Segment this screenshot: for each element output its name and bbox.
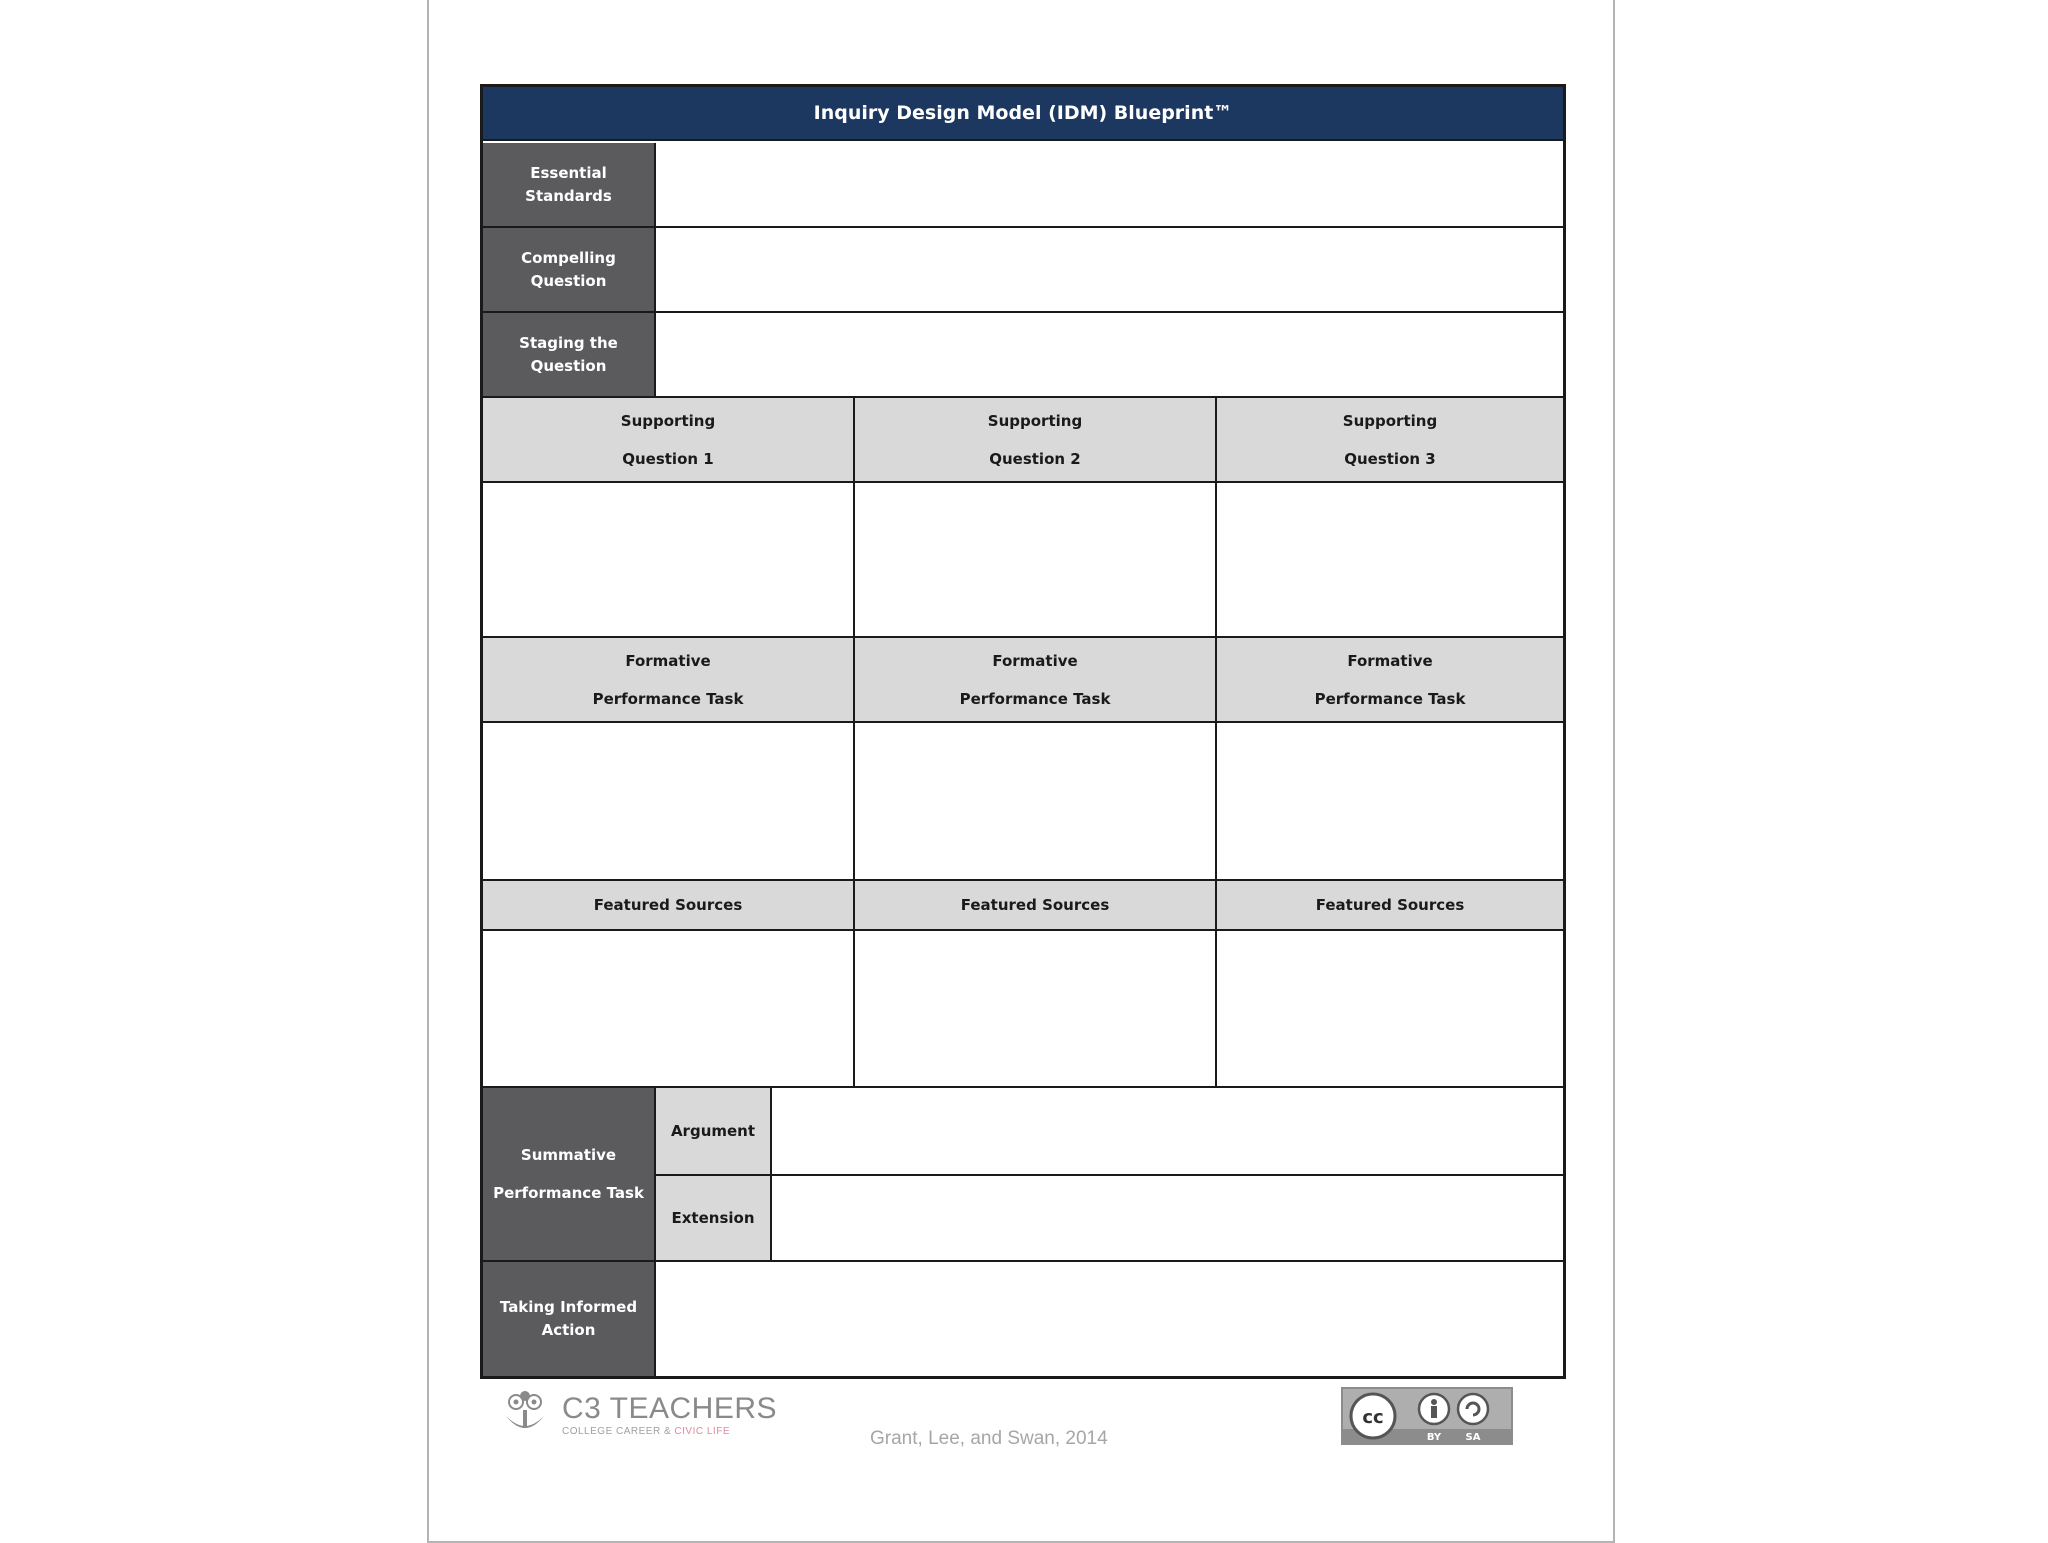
formative-task-3-field[interactable] (1217, 723, 1563, 881)
featured-sources-1-header: Featured Sources (483, 881, 855, 931)
formative-task-1-field[interactable] (483, 723, 855, 881)
featured-sources-2-header: Featured Sources (855, 881, 1217, 931)
featured-sources-1-field[interactable] (483, 931, 855, 1088)
summative-task-label: Summative Performance Task (483, 1088, 656, 1262)
extension-label: Extension (656, 1176, 772, 1262)
license-icons (1343, 1389, 1511, 1443)
compelling-question-label: Compelling Question (483, 228, 656, 313)
taking-informed-action-field[interactable] (656, 1262, 1563, 1376)
featured-sources-2-field[interactable] (855, 931, 1217, 1088)
c3-tree-icon (502, 1390, 548, 1440)
extension-field[interactable] (772, 1176, 1563, 1262)
supporting-question-1-header: Supporting Question 1 (483, 398, 855, 483)
supporting-question-3-header: Supporting Question 3 (1217, 398, 1563, 483)
cc-by-sa-license-badge (1341, 1387, 1513, 1445)
supporting-question-3-field[interactable] (1217, 483, 1563, 638)
blueprint-title: Inquiry Design Model (IDM) Blueprint™ (483, 87, 1563, 141)
formative-task-1-header: Formative Performance Task (483, 638, 855, 723)
formative-task-3-header: Formative Performance Task (1217, 638, 1563, 723)
formative-task-2-header: Formative Performance Task (855, 638, 1217, 723)
argument-field[interactable] (772, 1088, 1563, 1176)
brand-tagline: COLLEGE CAREER & CIVIC LIFE (562, 1425, 730, 1437)
formative-task-2-field[interactable] (855, 723, 1217, 881)
brand-text (562, 1391, 778, 1437)
argument-label: Argument (656, 1088, 772, 1176)
essential-standards-field[interactable] (656, 143, 1563, 228)
idm-blueprint-table (480, 84, 1566, 1379)
staging-question-label: Staging the Question (483, 313, 656, 398)
essential-standards-label: Essential Standards (483, 143, 656, 228)
by-attribution-icon (1431, 1399, 1437, 1405)
compelling-question-field[interactable] (656, 228, 1563, 313)
supporting-question-2-header: Supporting Question 2 (855, 398, 1217, 483)
featured-sources-3-header: Featured Sources (1217, 881, 1563, 931)
featured-sources-3-field[interactable] (1217, 931, 1563, 1088)
author-credit: Grant, Lee, and Swan, 2014 (870, 1428, 1108, 1449)
supporting-question-1-field[interactable] (483, 483, 855, 638)
brand-name: C3 TEACHERS (562, 1391, 778, 1425)
cc-icon: cc (1362, 1407, 1384, 1428)
supporting-question-2-field[interactable] (855, 483, 1217, 638)
taking-informed-action-label: Taking Informed Action (483, 1262, 656, 1376)
staging-question-field[interactable] (656, 313, 1563, 398)
sa-label: SA (1465, 1432, 1481, 1443)
by-label: BY (1426, 1432, 1442, 1443)
c3-teachers-logo (502, 1390, 777, 1440)
